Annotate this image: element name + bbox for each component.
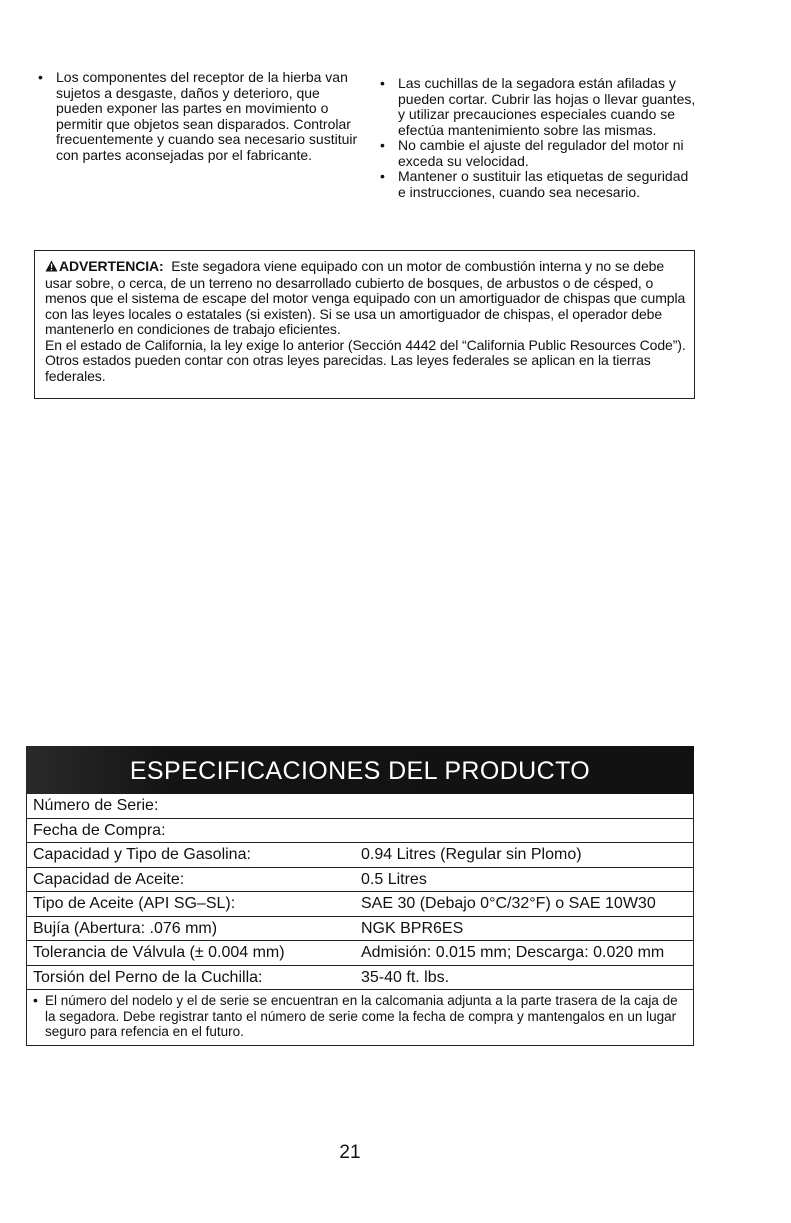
specs-header — [26, 746, 694, 794]
spec-value: SAE 30 (Debajo 0°C/32°F) o SAE 10W30 — [361, 895, 656, 912]
spec-row — [26, 794, 694, 819]
spec-row — [26, 917, 694, 942]
specs-note-text: • El número del nodelo y el de serie se encuentran en la calcomania adjunta a la parte trasera de la caja de la segadora. Debe registrar tanto el número de serie come la fecha de compra y mantengalos en un lugar seguro para refencia en el futuro. — [33, 993, 687, 1040]
spec-label: Tipo de Aceite (API SG–SL): — [33, 895, 236, 912]
specs-table — [26, 794, 694, 1046]
warning-box — [34, 250, 695, 399]
spec-label: Capacidad de Aceite: — [33, 870, 185, 888]
bullet-blades: • Las cuchillas de la segadora están afiladas y pueden cortar. Cubrir las hojas o llevar guantes, y utilizar precauciones especiales cuando se efectúa mantenimiento sobre las mismas. — [376, 76, 696, 138]
spec-label: Bujía (Abertura: .076 mm) — [33, 919, 218, 937]
spec-label: Fecha de Compra: — [33, 821, 166, 839]
warning-triangle-icon — [45, 260, 58, 276]
left-bullet-list — [34, 70, 364, 163]
spec-label: Capacidad y Tipo de Gasolina: — [33, 846, 251, 863]
page-number: 21 — [339, 1142, 361, 1163]
spec-label: Tolerancia de Válvula (± 0.004 mm) — [33, 944, 285, 961]
warning-paragraph-california: En el estado de California, la ley exige lo anterior (Sección 4442 del “California Public Resources Code”). Otros estados pueden contar con otras leyes parecidas. Las leyes federales se aplican en la tierras federales. — [45, 336, 686, 384]
spec-row — [26, 868, 694, 893]
right-column — [376, 76, 696, 200]
bullet-labels: • Mantener o sustituir las etiquetas de seguridad e instrucciones, cuando sea necesario. — [376, 169, 696, 200]
left-column — [34, 70, 364, 163]
bullet-governor: • No cambie el ajuste del regulador del motor ni exceda su velocidad. — [376, 138, 696, 169]
specs-title: ESPECIFICACIONES DEL PRODUCTO — [129, 757, 591, 785]
spec-row — [26, 966, 694, 991]
spec-row — [26, 941, 694, 966]
warning-label: ADVERTENCIA: — [59, 258, 164, 274]
warning-paragraph: Este segadora viene equipado con un motor de combustión interna y no se debe usar sobre, o cerca, de un terreno no desarrollado cubierto de bosques, de arbustos o de césped, o menos que el sistema de escape del motor venga equipado con un amortiguador de chispas que cumpla con las leyes locales o estatales (si existen). Si se usa un amortiguador de chispas, el operador debe mantenerlo en condiciones de trabajo eficientes. — [45, 258, 686, 337]
spec-value: 0.94 Litres (Regular sin Plomo) — [361, 846, 582, 863]
specs-note — [26, 990, 694, 1046]
spec-row — [26, 892, 694, 917]
spec-row — [26, 843, 694, 868]
spec-value: 35-40 ft. lbs. — [361, 968, 450, 986]
spec-row — [26, 819, 694, 844]
spec-value: 0.5 Litres — [361, 870, 427, 888]
bullet-grass-catcher: • Los componentes del receptor de la hierba van sujetos a desgaste, daños y deterioro, que pueden exponer las partes en movimiento o permitir que objetos sean disparados. Controlar frecuentemente y cuando sea necesario sustituir con partes aconsejadas por el fabricante. — [34, 70, 364, 163]
spec-label: Número de Serie: — [33, 797, 159, 814]
spec-label: Torsión del Perno de la Cuchilla: — [33, 968, 263, 986]
spec-value: NGK BPR6ES — [361, 919, 464, 937]
right-bullet-list — [376, 76, 696, 200]
specs-note-list — [33, 993, 687, 1040]
spec-value: Admisión: 0.015 mm; Descarga: 0.020 mm — [361, 944, 665, 961]
warning-text-block — [45, 259, 691, 384]
